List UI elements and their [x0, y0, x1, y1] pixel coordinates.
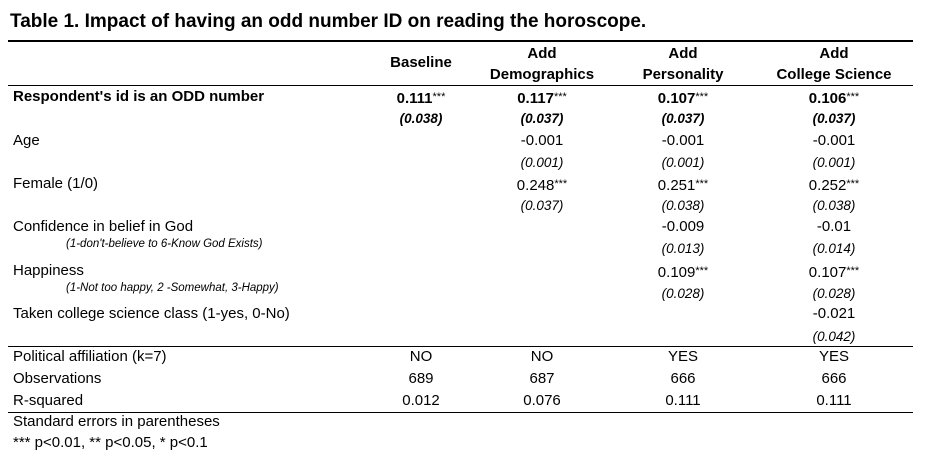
coef-value: 0.107 [808, 264, 847, 281]
row-label-belief-in-god: Confidence in belief in God [13, 218, 194, 235]
footer-value: 687 [529, 370, 555, 387]
significance-stars: *** [553, 91, 567, 103]
top-rule [8, 40, 913, 42]
se-value: (0.037) [812, 111, 856, 126]
coef-value: -0.009 [661, 218, 705, 235]
table-note-significance: *** p<0.01, ** p<0.05, * p<0.1 [13, 434, 208, 451]
coef-value: -0.01 [816, 218, 852, 235]
coef-value: -0.001 [812, 132, 856, 149]
row-label-happiness: Happiness [13, 262, 84, 279]
header-rule [8, 85, 913, 86]
footer-value: 666 [670, 370, 696, 387]
footer-value: 0.012 [402, 392, 440, 409]
row-label-female: Female (1/0) [13, 175, 99, 192]
col-header-2-line1: Add [527, 45, 557, 62]
coef-value: 0.252 [808, 177, 847, 194]
coef-value: 0.107 [657, 90, 696, 107]
significance-stars: *** [432, 91, 446, 103]
significance-stars: *** [554, 178, 568, 190]
col-header-2-line2: Demographics [489, 66, 595, 83]
col-header-4-line1: Add [819, 45, 849, 62]
footer-value: YES [667, 348, 699, 365]
se-value: (0.028) [661, 286, 705, 301]
se-value: (0.028) [812, 286, 856, 301]
se-value: (0.042) [812, 329, 856, 344]
coef-cell [658, 88, 708, 108]
coef-value: 0.248 [516, 177, 555, 194]
se-value: (0.001) [661, 155, 705, 170]
se-value: (0.013) [661, 241, 705, 256]
footer-value: 666 [821, 370, 847, 387]
se-value: (0.037) [520, 198, 564, 213]
se-value: (0.037) [661, 111, 705, 126]
footer-label-r-squared: R-squared [13, 392, 84, 409]
footer-value: YES [818, 348, 850, 365]
col-header-3-line1: Add [668, 45, 698, 62]
row-note-happiness-scale: (1-Not too happy, 2 -Somewhat, 3-Happy) [66, 282, 279, 294]
table-note-standard-errors: Standard errors in parentheses [13, 413, 220, 430]
col-header-4-line2: College Science [776, 66, 892, 83]
coef-cell [809, 175, 859, 195]
coef-value: 0.111 [396, 90, 433, 107]
coef-cell [809, 262, 859, 282]
footer-value: 0.111 [816, 392, 852, 409]
col-header-1-line2: Baseline [390, 54, 452, 71]
footer-value: 0.076 [523, 392, 561, 409]
footer-label-political: Political affiliation (k=7) [13, 348, 167, 365]
coef-cell [517, 175, 567, 195]
coef-cell [658, 262, 708, 282]
coef-value: 0.251 [657, 177, 696, 194]
se-value: (0.038) [812, 198, 856, 213]
body-rule [8, 346, 913, 347]
coef-cell [658, 175, 708, 195]
row-label-age: Age [13, 132, 40, 149]
coef-cell [517, 88, 567, 108]
significance-stars: *** [695, 91, 709, 103]
coef-value: -0.001 [661, 132, 705, 149]
coef-cell [397, 88, 446, 108]
coef-value: 0.109 [657, 264, 696, 281]
significance-stars: *** [846, 178, 860, 190]
footer-value: NO [530, 348, 554, 365]
se-value: (0.001) [812, 155, 856, 170]
footer-label-observations: Observations [13, 370, 102, 387]
footer-value: 689 [408, 370, 434, 387]
row-label-odd-id: Respondent's id is an ODD number [13, 88, 265, 105]
significance-stars: *** [695, 178, 709, 190]
se-value: (0.037) [520, 111, 564, 126]
significance-stars: *** [846, 91, 860, 103]
significance-stars: *** [846, 265, 860, 277]
row-note-belief-scale: (1-don't-believe to 6-Know God Exists) [66, 238, 263, 250]
table-title: Table 1. Impact of having an odd number ID on reading the horoscope. [10, 11, 647, 32]
coef-cell [809, 88, 859, 108]
significance-stars: *** [695, 265, 709, 277]
row-label-college-science: Taken college science class (1-yes, 0-No) [13, 305, 290, 322]
se-value: (0.014) [812, 241, 856, 256]
footer-value: NO [409, 348, 433, 365]
coef-value: -0.021 [812, 305, 856, 322]
se-value: (0.001) [520, 155, 564, 170]
footer-value: 0.111 [665, 392, 701, 409]
coef-value: 0.106 [808, 90, 847, 107]
coef-value: 0.117 [517, 90, 554, 107]
se-value: (0.038) [661, 198, 705, 213]
se-value: (0.038) [399, 111, 443, 126]
coef-value: -0.001 [520, 132, 564, 149]
col-header-3-line2: Personality [642, 66, 724, 83]
